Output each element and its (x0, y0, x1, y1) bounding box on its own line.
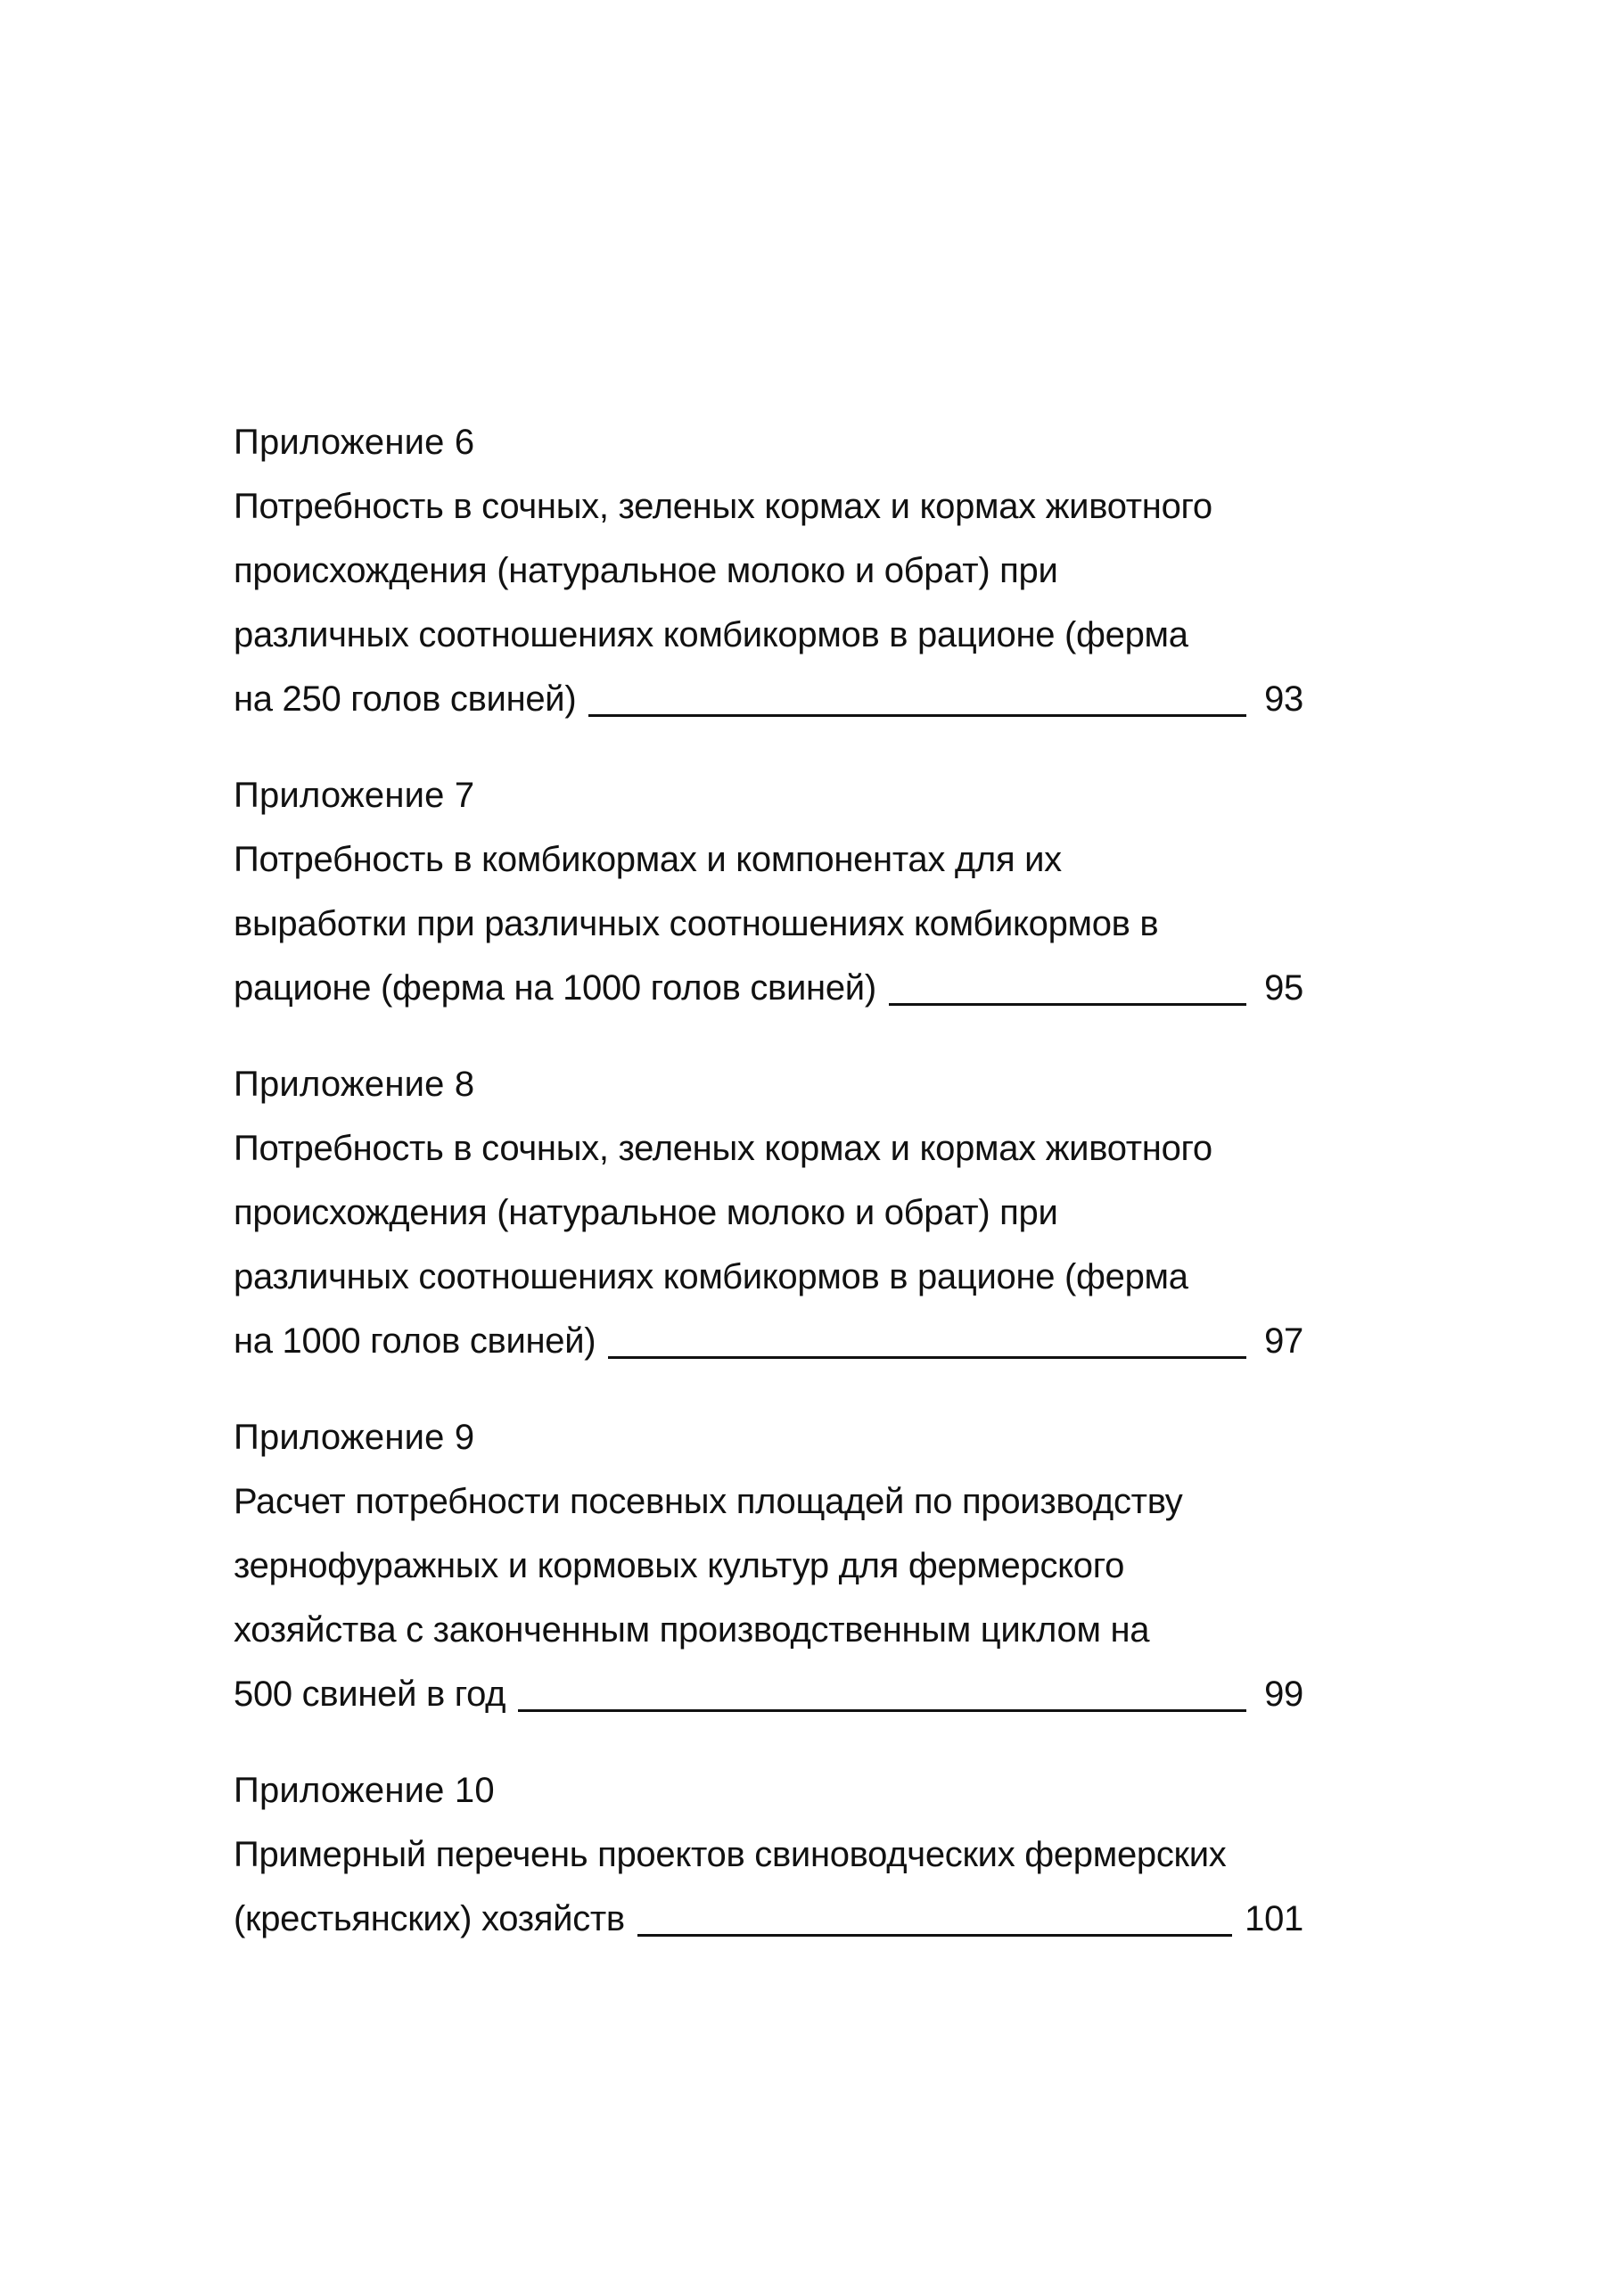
toc-entry-appendix-10 (234, 1758, 1303, 1951)
toc-entry-appendix-7 (234, 763, 1303, 1020)
appendix-label: Приложение 10 (234, 1771, 495, 1810)
page-number: 93 (1264, 679, 1303, 719)
page-number: 97 (1264, 1321, 1303, 1361)
entry-title-end: рационе (ферма на 1000 голов свиней) (234, 968, 876, 1008)
entry-title-end: на 1000 голов свиней) (234, 1321, 596, 1361)
entry-title-line: различных соотношениях комбикормов в рационе (ферма (234, 1257, 1188, 1296)
appendix-label: Приложение 9 (234, 1418, 475, 1457)
appendix-label: Приложение 7 (234, 776, 475, 815)
entry-title-line: различных соотношениях комбикормов в рационе (ферма (234, 615, 1188, 654)
entry-title-end: на 250 голов свиней) (234, 679, 577, 719)
page-number: 95 (1264, 968, 1303, 1008)
entry-title-line: происхождения (натуральное молоко и обрат) при (234, 551, 1058, 590)
leader-line (588, 714, 1246, 717)
entry-title-line: Расчет потребности посевных площадей по производству (234, 1482, 1183, 1521)
entry-last-line (234, 667, 1303, 731)
table-of-contents (234, 410, 1303, 1983)
page-number: 101 (1245, 1899, 1303, 1938)
leader-line (637, 1934, 1232, 1937)
leader-line (889, 1003, 1246, 1006)
entry-title-line: Потребность в комбикормах и компонентах для их (234, 840, 1062, 879)
entry-last-line (234, 1887, 1303, 1951)
appendix-label: Приложение 8 (234, 1065, 475, 1104)
entry-title-line: происхождения (натуральное молоко и обрат) при (234, 1193, 1058, 1232)
page-number: 99 (1264, 1675, 1303, 1714)
entry-title-line: Примерный перечень проектов свиноводческих фермерских (234, 1835, 1227, 1874)
entry-title-line: Потребность в сочных, зеленых кормах и кормах животного (234, 1129, 1212, 1168)
appendix-label: Приложение 6 (234, 423, 475, 462)
entry-last-line (234, 1309, 1303, 1373)
entry-title-end: 500 свиней в год (234, 1675, 506, 1714)
toc-entry-appendix-8 (234, 1052, 1303, 1373)
entry-title-line: Потребность в сочных, зеленых кормах и кормах животного (234, 487, 1212, 526)
toc-entry-appendix-6 (234, 410, 1303, 731)
entry-title-line: выработки при различных соотношениях комбикормов в (234, 904, 1159, 943)
entry-title-end: (крестьянских) хозяйств (234, 1899, 625, 1938)
leader-line (518, 1709, 1246, 1712)
entry-title-line: зернофуражных и кормовых культур для фермерского (234, 1546, 1125, 1585)
leader-line (608, 1356, 1246, 1359)
entry-title-line: хозяйства с законченным производственным циклом на (234, 1610, 1150, 1650)
entry-last-line (234, 1662, 1303, 1726)
toc-entry-appendix-9 (234, 1405, 1303, 1726)
entry-last-line (234, 956, 1303, 1020)
